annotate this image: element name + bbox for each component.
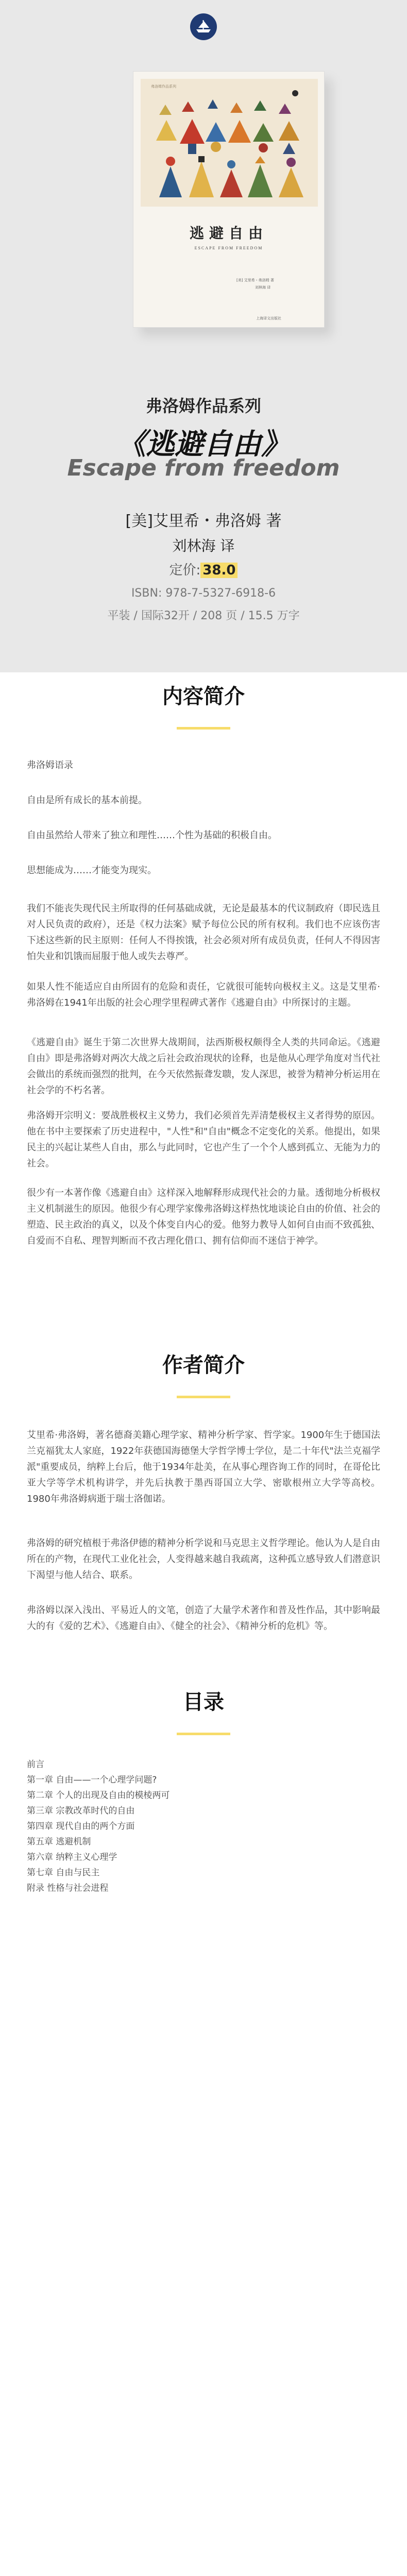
toc-item: 前言 xyxy=(27,1759,44,1770)
price-value: 38.0 xyxy=(200,563,238,578)
intro-header xyxy=(0,680,407,730)
intro-paragraph: 思想能成为……才能变为现实。 xyxy=(27,865,157,876)
publisher-logo xyxy=(190,13,217,40)
book-author: [美]艾里希・弗洛姆 著 xyxy=(125,512,282,530)
table-of-contents xyxy=(27,1757,380,1896)
price-label: 定价: xyxy=(169,563,201,578)
toc-item: 第二章 个人的出现及自由的模棱两可 xyxy=(27,1790,170,1801)
section-title-toc: 目录 xyxy=(183,1690,224,1714)
abstract-figures-illustration xyxy=(141,79,318,207)
toc-item: 第六章 纳粹主义心理学 xyxy=(27,1852,117,1862)
book-spec: 平装 / 国际32开 / 208 页 / 15.5 万字 xyxy=(107,609,300,622)
book-translator: 刘林海 译 xyxy=(172,537,235,554)
author-paragraph: 弗洛姆以深入浅出、平易近人的文笔，创造了大量学术著作和普及性作品，其中影响最大的有《爱的艺术》、《逃避自由》、《健全的社会》、《精神分析的危机》等。 xyxy=(27,1605,380,1632)
toc-item: 第一章 自由——一个心理学问题? xyxy=(27,1775,157,1785)
book-title-cn: 《逃避自由》 xyxy=(117,428,290,461)
section-title-intro: 内容简介 xyxy=(162,685,245,708)
book-title-en: Escape from freedom xyxy=(67,455,340,481)
cover-series-label: 弗洛姆作品系列 xyxy=(151,84,176,89)
author-paragraph: 艾里希·弗洛姆，著名德裔美籍心理学家、精神分析学家、哲学家。1900年生于德国法兰克福犹太人家庭，1922年获德国海德堡大学哲学博士学位，是二十年代"法兰克福学派"重要成员，纳粹上台后，他于1934年赴美，在从事心理咨询工作的同时，在哥伦比亚大学等学术机构讲学，并先后执教于墨西哥国立大学、密歇根州立大学等高校。1980年弗洛姆病逝于瑞士洛伽诺。 xyxy=(27,1430,380,1504)
section-divider xyxy=(177,1396,230,1398)
hero-section xyxy=(0,0,407,672)
book-cover-image xyxy=(133,71,329,329)
book-price xyxy=(0,560,407,579)
ship-icon xyxy=(193,16,214,37)
toc-item: 附录 性格与社会进程 xyxy=(27,1883,109,1893)
intro-paragraph: 自由是所有成长的基本前提。 xyxy=(27,795,147,806)
cover-author: [美] 艾里希・弗洛姆 著 xyxy=(236,278,274,282)
toc-item: 第五章 逃避机制 xyxy=(27,1837,91,1847)
cover-title: 逃避自由 xyxy=(189,225,268,242)
section-divider xyxy=(177,1733,230,1735)
intro-paragraph: 弗洛姆语录 xyxy=(27,760,73,771)
author-header xyxy=(0,1349,407,1398)
intro-paragraph: 自由虽然给人带来了独立和理性……个性为基础的积极自由。 xyxy=(27,830,277,841)
toc-item: 第三章 宗教改革时代的自由 xyxy=(27,1806,135,1816)
cover-publisher: 上海译文出版社 xyxy=(256,316,281,320)
intro-paragraph: 我们不能丧失现代民主所取得的任何基础成就，无论是最基本的代议制政府（即民选且对人民负责的政府），还是《权力法案》赋予每位公民的所有权利。我们也不应该伤害下述这些新的民主原则：任何人不得挨饿，社会必须对所有成员负责，任何人不得因害怕失业和饥饿而屈服于他人或失去尊严。 xyxy=(27,903,380,962)
series-title: 弗洛姆作品系列 xyxy=(145,396,261,416)
author-paragraph: 弗洛姆的研究植根于弗洛伊德的精神分析学说和马克思主义哲学理论。他认为人是自由所在的产物，在现代工业化社会，人变得越来越自我疏离，这种孤立感导致人们潜意识下渴望与他人结合、联系。 xyxy=(27,1538,380,1581)
toc-header xyxy=(0,1686,407,1735)
toc-item: 第七章 自由与民主 xyxy=(27,1868,100,1878)
section-title-author: 作者简介 xyxy=(162,1353,245,1377)
intro-paragraph: 很少有一本著作像《逃避自由》这样深入地解释形成现代社会的力量。透彻地分析极权主义机制滋生的原因。他很少有心理学家像弗洛姆这样热忱地谈论自由的价值、社会的塑造、民主政治的真义，以及个体变自内心的爱。他努力教导人如何自由而不致孤独、自爱而不自私、理智判断而不孜古理化借口、拥有信仰而不迷信于神学。 xyxy=(27,1188,380,1246)
cover-artwork xyxy=(141,79,318,207)
intro-paragraph: 弗洛姆开宗明义：要战胜极权主义势力，我们必须首先弄清楚极权主义者得势的原因。他在书中主要探索了历史进程中，"人性"和"自由"概念不定变化的关系。他提出，如果民主的兴起让某些人自由，那么与此同时，它也产生了一个个人感到孤立、无能为力的社会。 xyxy=(27,1110,380,1169)
intro-paragraph: 如果人性不能适应自由所固有的危险和责任，它就很可能转向极权主义。这是艾里希·弗洛姆在1941年出版的社会心理学里程碑式著作《逃避自由》中所探讨的主题。 xyxy=(27,981,380,1008)
toc-item: 第四章 现代自由的两个方面 xyxy=(27,1821,135,1832)
intro-paragraph: 《逃避自由》诞生于第二次世界大战期间，法西斯极权颇得全人类的共同命运。《逃避自由》即是弗洛姆对两次大战之后社会政治现状的诠释，也是他从心理学角度对当代社会做出的系统而强烈的批判，在今天依然振聋发聩，发人深思，被誉为精神分析运用在社会学的不朽名著。 xyxy=(27,1037,380,1096)
section-divider xyxy=(177,727,230,730)
cover-subtitle: ESCAPE FROM FREEDOM xyxy=(194,246,263,250)
cover-translator: 刘林海 译 xyxy=(255,285,271,290)
book-isbn: ISBN: 978-7-5327-6918-6 xyxy=(131,587,276,600)
